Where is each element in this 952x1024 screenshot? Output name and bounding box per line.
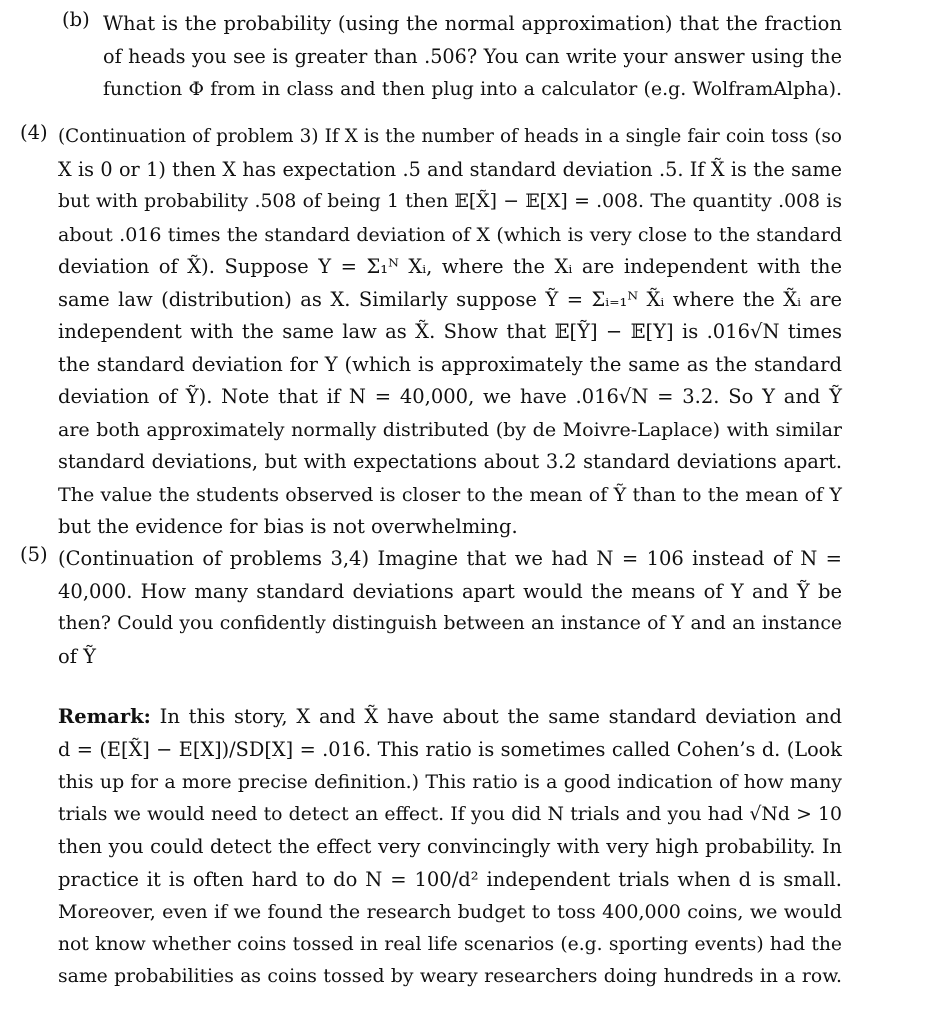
text-line: deviation of X̃). Suppose Y = Σ₁ᴺ Xᵢ, where the Xᵢ are independent with the [58,255,842,278]
problem-4 [20,121,842,544]
problem-4-label: (4) [20,121,48,144]
problem-5-label: (5) [20,543,48,566]
text-line: then you could detect the effect very convincingly with very high probability. In [58,835,842,858]
remark-label: Remark: [58,705,151,728]
text-line: this up for a more precise definition.) This ratio is a good indication of how many [58,771,842,793]
remark-first-text: In this story, X and X̃ have about the same standard deviation and [159,705,842,728]
remark [58,701,842,994]
text-line: of heads you see is greater than .506? You can write your answer using the [103,44,842,68]
text-line: What is the probability (using the normal approximation) that the fraction [103,12,842,35]
text-line: deviation of Ỹ). Note that if N = 40,000, we have .016√N = 3.2. So Y and Ỹ [58,385,842,408]
text-line: Moreover, even if we found the research budget to toss 400,000 coins, we would [58,901,842,923]
text-line: function Φ from in class and then plug into a calculator (e.g. WolframAlpha). [103,78,842,100]
text-line: (Continuation of problem 3) If X is the number of heads in a single fair coin toss (so [58,126,842,147]
text-line: practice it is often hard to do N = 100/d² independent trials when d is small. [58,867,842,891]
text-line: are both approximately normally distributed (by de Moivre-Laplace) with similar [58,418,842,441]
text-line: about .016 times the standard deviation of X (which is very close to the standard [58,223,842,246]
text-line: d = (E[X̃] − E[X])/SD[X] = .016. This ratio is sometimes called Cohen’s d. (Look [58,737,842,761]
text-line: standard deviations, but with expectations about 3.2 standard deviations apart. [58,450,842,473]
part-b-text [103,8,842,106]
text-line: (Continuation of problems 3,4) Imagine that we had N = 106 instead of N = [58,547,842,570]
text-line: then? Could you confidently distinguish between an instance of Y and an instance [58,613,842,634]
text-line: X is 0 or 1) then X has expectation .5 and standard deviation .5. If X̃ is the same [58,157,842,181]
text-line: trials we would need to detect an effect. If you did N trials and you had √Nd > 10 [58,803,842,825]
problem-5 [20,543,842,673]
part-b-label: (b) [62,8,90,31]
text-line: same law (distribution) as X. Similarly suppose Ỹ = Σᵢ₌₁ᴺ X̃ᵢ where the X̃ᵢ are [58,287,842,311]
problem-4-text [58,121,842,544]
problem-5-text [58,543,842,673]
text-line: but the evidence for bias is not overwhelming. [58,515,518,538]
text-line: The value the students observed is closer to the mean of Ỹ than to the mean of Y [58,483,842,506]
text-line: independent with the same law as X̃. Show that 𝔼[Ỹ] − 𝔼[Y] is .016√N times [58,320,842,343]
text-line: the standard deviation for Y (which is approximately the same as the standard [58,352,842,376]
remark-first-line [58,701,842,734]
text-line: not know whether coins tossed in real life scenarios (e.g. sporting events) had the [58,933,842,955]
text-line: same probabilities as coins tossed by weary researchers doing hundreds in a row. [58,966,842,987]
text-line: 40,000. How many standard deviations apart would the means of Y and Ỹ be [58,579,842,603]
text-line: of Ỹ [58,644,97,668]
text-line: but with probability .508 of being 1 then 𝔼[X̃] − 𝔼[X] = .008. The quantity .008 is [58,191,842,212]
part-b [62,8,842,106]
